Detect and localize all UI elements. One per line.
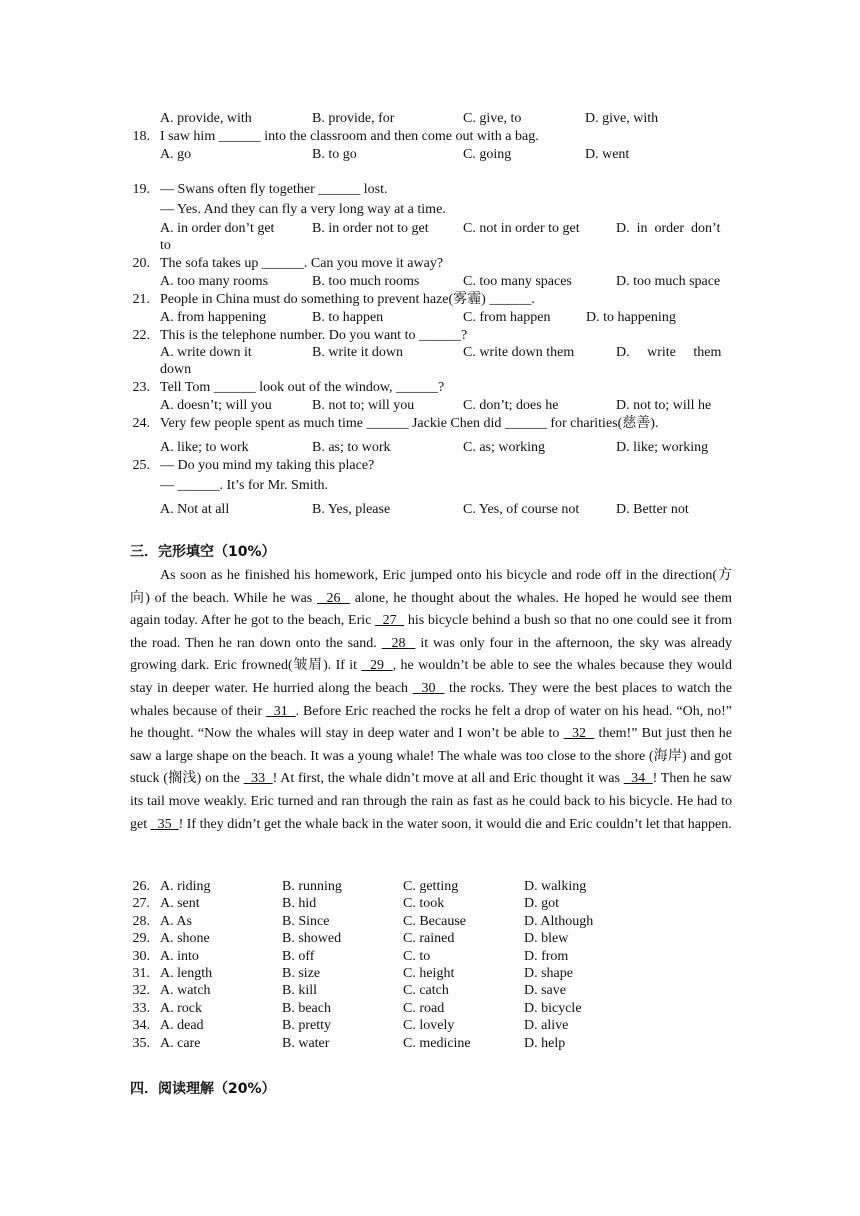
option-b: B. Since (282, 913, 330, 929)
question-number: 33. (132, 1000, 150, 1016)
question-number: 25. (132, 458, 150, 473)
question-stem: I saw him ______ into the classroom and then come out with a bag. (160, 129, 539, 144)
option-b: B. running (282, 879, 342, 894)
question-stem: This is the telephone number. Do you want to ______? (160, 328, 468, 343)
option-b: B. provide, for (312, 111, 395, 126)
option-a: A. in order don’t get (160, 221, 275, 236)
option-d: D. shape (524, 966, 573, 981)
question-number: 19. (132, 182, 150, 197)
dialogue-line-2: — ______. It’s for Mr. Smith. (160, 478, 329, 493)
option-d-wrap: down (160, 362, 192, 377)
option-b: B. Yes, please (312, 502, 391, 517)
option-b: B. to happen (312, 310, 384, 325)
option-a: A. riding (160, 879, 211, 894)
option-a: A. watch (160, 983, 211, 999)
cloze-blank: 32 (563, 726, 595, 742)
question-stem: Very few people spent as much time ______ Jackie Chen did ______ for charities(慈善). (160, 416, 659, 431)
option-b: B. water (282, 1035, 330, 1051)
option-c: C. don’t; does he (463, 398, 559, 413)
option-a: A. sent (160, 896, 200, 912)
question-number: 21. (132, 292, 150, 307)
cloze-blank: 28 (381, 635, 416, 651)
option-b: B. in order not to get (312, 221, 429, 236)
cloze-blank: 27 (375, 613, 405, 629)
option-b: B. showed (282, 931, 342, 947)
cloze-passage: As soon as he finished his homework, Eric jumped onto his bicycle and rode off in the direction(方向) of the beach. While he was 26 alone, he thought about the whales. He hoped he would see them again today. After he got to the beach, Eric 27 his bicycle behind a bush so that no one could see it from the road. Then he ran down onto the sand. 28 it was only four in the afternoon, the sky was already growing dark. Eric frowned(皱眉). If it 29 , he wouldn’t be able to see the whales because they would stay in deeper water. He hurried along the beach 30 the rocks. They were the best places to watch the whales because of their 31 . Before Eric reached the rocks he felt a drop of water on his head. “Oh, no!” he thought. “Now the whales will stay in deep water and I won’t be able to 32 them!” But just then he saw a large shape on the beach. It was a young whale! The whale was too close to the shore (海岸) and got stuck (搁浅) on the 33 ! At first, the whale didn’t move at all and Eric thought it was 34 ! Then he saw its tail move weakly. Eric turned and ran through the rain as fast as he could back to his bicycle. He had to get 35 ! If they didn’t get the whale back in the water soon, it would die and Eric couldn’t let that happen. (130, 568, 733, 832)
option-d: D. got (524, 896, 559, 912)
option-c: C. catch (403, 983, 449, 999)
cloze-blank: 31 (266, 703, 296, 719)
option-b: B. hid (282, 896, 317, 912)
option-c: C. write down them (463, 345, 575, 360)
option-b: B. beach (282, 1000, 331, 1016)
question-number: 30. (132, 948, 150, 964)
cloze-blank: 30 (412, 680, 445, 696)
option-c: C. road (403, 1000, 445, 1016)
option-d: D. bicycle (524, 1000, 582, 1016)
option-a: A. into (160, 948, 199, 964)
question-stem: The sofa takes up ______. Can you move it away? (160, 256, 444, 271)
cloze-blank: 29 (361, 658, 393, 674)
option-c: C. getting (403, 879, 459, 894)
question-number: 24. (132, 416, 150, 431)
option-d: D. give, with (585, 111, 659, 126)
option-d: D. from (524, 948, 569, 964)
option-d: D. like; working (616, 440, 709, 455)
option-d: D. went (585, 147, 630, 162)
option-a: A. too many rooms (160, 274, 269, 289)
cloze-blank: 35 (150, 816, 179, 832)
cloze-blank: 33 (243, 771, 273, 787)
option-c: C. Because (403, 913, 466, 929)
dialogue-line-1: — Do you mind my taking this place? (160, 458, 375, 473)
question-number: 20. (132, 256, 150, 271)
option-b: B. not to; will you (312, 398, 415, 413)
option-b: B. write it down (312, 345, 403, 360)
question-number: 31. (132, 966, 150, 981)
option-c: C. give, to (463, 111, 522, 126)
option-c: C. took (403, 896, 445, 912)
question-number: 35. (132, 1035, 150, 1051)
option-d: D. too much space (616, 274, 721, 289)
cloze-blank: 34 (623, 771, 653, 787)
option-c: C. to (403, 948, 431, 964)
question-number: 26. (132, 879, 150, 894)
option-b: B. as; to work (312, 440, 391, 455)
section-title-cloze: 三．完形填空（10%） (130, 544, 276, 560)
option-d: D. not to; will he (616, 398, 712, 413)
option-b: B. size (282, 966, 321, 981)
option-a: A. Not at all (160, 502, 230, 517)
question-number: 29. (132, 931, 150, 947)
question-number: 32. (132, 983, 150, 999)
option-c: C. too many spaces (463, 274, 572, 289)
option-d: D. alive (524, 1018, 569, 1034)
option-c: C. lovely (403, 1018, 455, 1034)
option-b: B. to go (312, 147, 357, 162)
dialogue-line-2: — Yes. And they can fly a very long way at a time. (160, 202, 446, 217)
question-number: 28. (132, 913, 150, 929)
option-a: A. shone (160, 931, 210, 947)
option-a: A. dead (160, 1018, 204, 1034)
option-a: A. go (160, 147, 192, 162)
option-d: D. blew (524, 931, 569, 947)
option-d: D. help (524, 1035, 566, 1051)
dialogue-line-1: — Swans often fly together ______ lost. (160, 182, 388, 197)
option-a: A. write down it (160, 345, 252, 360)
option-c: C. Yes, of course not (463, 502, 580, 517)
option-c: C. from happen (463, 310, 551, 325)
question-number: 22. (132, 328, 150, 343)
question-number: 18. (132, 129, 150, 144)
option-a: A. provide, with (160, 111, 252, 126)
option-a: A. from happening (160, 310, 267, 325)
question-number: 27. (132, 896, 150, 912)
option-d: D. save (524, 983, 566, 999)
option-d: D. write them (616, 345, 722, 360)
option-d: D. Better not (616, 502, 689, 517)
option-c: C. medicine (403, 1035, 471, 1051)
option-a: A. As (160, 913, 192, 929)
option-c: C. as; working (463, 440, 546, 455)
question-stem: Tell Tom ______ look out of the window, ______? (160, 380, 445, 395)
question-stem: People in China must do something to prevent haze(雾霾) ______. (160, 292, 535, 307)
cloze-blank: 26 (317, 590, 350, 606)
option-d: D. to happening (586, 310, 676, 325)
option-c: C. rained (403, 931, 455, 947)
option-b: B. pretty (282, 1018, 331, 1034)
option-a: A. length (160, 966, 213, 981)
option-a: A. doesn’t; will you (160, 398, 272, 413)
option-d: D. in order don’t (616, 221, 721, 236)
option-c: C. height (403, 966, 455, 981)
option-a: A. care (160, 1035, 201, 1051)
option-c: C. going (463, 147, 512, 162)
option-d: D. walking (524, 879, 587, 894)
section-title-reading: 四．阅读理解（20%） (130, 1081, 276, 1097)
option-d: D. Although (524, 913, 594, 929)
option-b: B. kill (282, 983, 318, 999)
option-d-wrap: to (160, 238, 171, 253)
question-number: 34. (132, 1018, 150, 1034)
option-a: A. rock (160, 1000, 202, 1016)
question-number: 23. (132, 380, 150, 395)
option-b: B. off (282, 948, 315, 964)
option-a: A. like; to work (160, 440, 249, 455)
option-b: B. too much rooms (312, 274, 420, 289)
option-c: C. not in order to get (463, 221, 580, 236)
